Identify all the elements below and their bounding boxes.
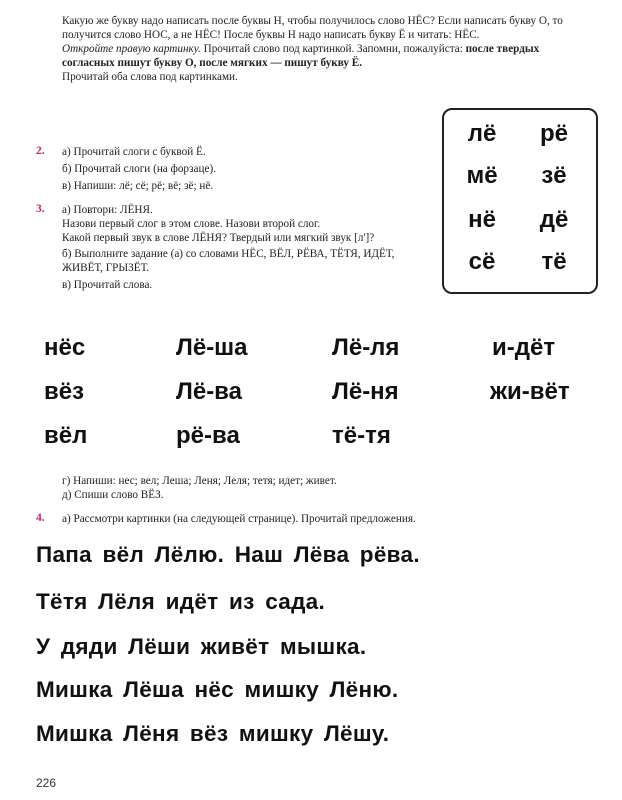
instruction-rest: Прочитай слово под картинкой. Запомни, пожалуйста: (200, 43, 466, 55)
word: вёз (44, 378, 85, 405)
task-3-c: в) Прочитай слова. (62, 279, 153, 291)
task-3-d: д) Спиши слово ВЁЗ. (62, 489, 164, 501)
syllable-box (442, 108, 598, 294)
word: тё-тя (332, 422, 391, 449)
word: нёс (44, 334, 86, 361)
syllable: зё (541, 162, 567, 189)
page-number: 226 (36, 776, 57, 790)
intro-paragraph (62, 14, 587, 84)
syllable: сё (468, 248, 496, 275)
word: вёл (44, 422, 88, 449)
task-2-a: а) Прочитай слоги с буквой Ё. (62, 146, 206, 158)
syllable: нё (468, 206, 496, 233)
task-2-c: в) Напиши: лё; сё; рё; вё; зё; нё. (62, 180, 214, 192)
sentence: У дяди Лёши живёт мышка. (36, 634, 367, 659)
word: жи-вёт (490, 378, 570, 405)
task-3-number: 3. (36, 203, 45, 215)
intro-instruction (62, 42, 587, 70)
task-4-number: 4. (36, 512, 45, 524)
word: Лё-ля (332, 334, 400, 361)
word: Лё-ва (176, 378, 242, 405)
task-3 (62, 203, 422, 292)
sentence: Тётя Лёля идёт из сада. (36, 589, 326, 614)
syllable: лё (467, 120, 497, 147)
syllable: дё (539, 206, 569, 233)
intro-text: Какую же букву надо написать после буквы Н, чтобы получилось слово НЁС? Если написать букву О, то получится слово НОС, а не НЁС! После буквы Н надо написать букву Ё и читать: НЁС. (62, 15, 563, 41)
task-3-a2: Назови первый слог в этом слове. Назови второй слог. (62, 218, 321, 230)
sentence: Мишка Лёня вёз мишку Лёшу. (36, 721, 390, 746)
task-2-number: 2. (36, 145, 45, 157)
word: Лё-ша (176, 334, 248, 361)
sentence: Папа вёл Лёлю. Наш Лёва рёва. (36, 542, 420, 567)
word: Лё-ня (332, 378, 399, 405)
task-3-tail (62, 474, 562, 502)
word: рё-ва (176, 422, 240, 449)
syllable: мё (466, 162, 498, 189)
task-3-g: г) Напиши: нес; вел; Леша; Леня; Леля; тетя; идет; живет. (62, 475, 337, 487)
syllable: рё (539, 120, 568, 147)
task-3-a: а) Повтори: ЛЁНЯ. (62, 204, 153, 216)
task-2 (62, 145, 432, 193)
word: и-дёт (492, 334, 556, 361)
task-2-b: б) Прочитай слоги (на форзаце). (62, 163, 217, 175)
rule-text: после твердых согласных пишут букву О, после мягких — пишут букву Ё. (62, 43, 540, 69)
task-4-a: а) Рассмотри картинки (на следующей странице). Прочитай предложения. (62, 513, 416, 525)
task-3-a3: Какой первый звук в слове ЛЁНЯ? Твердый или мягкий звук [л']? (62, 232, 375, 244)
read-both-text: Прочитай оба слова под картинками. (62, 71, 238, 83)
sentence: Мишка Лёша нёс мишку Лёню. (36, 677, 399, 702)
instruction-italic: Откройте правую картинку. (62, 43, 201, 55)
task-3-b: б) Выполните задание (а) со словами НЁС, ВЁЛ, РЁВА, ТЁТЯ, ИДЁТ, ЖИВЁТ, ГРЫЗЁТ. (62, 248, 395, 274)
syllable: тё (541, 248, 567, 275)
